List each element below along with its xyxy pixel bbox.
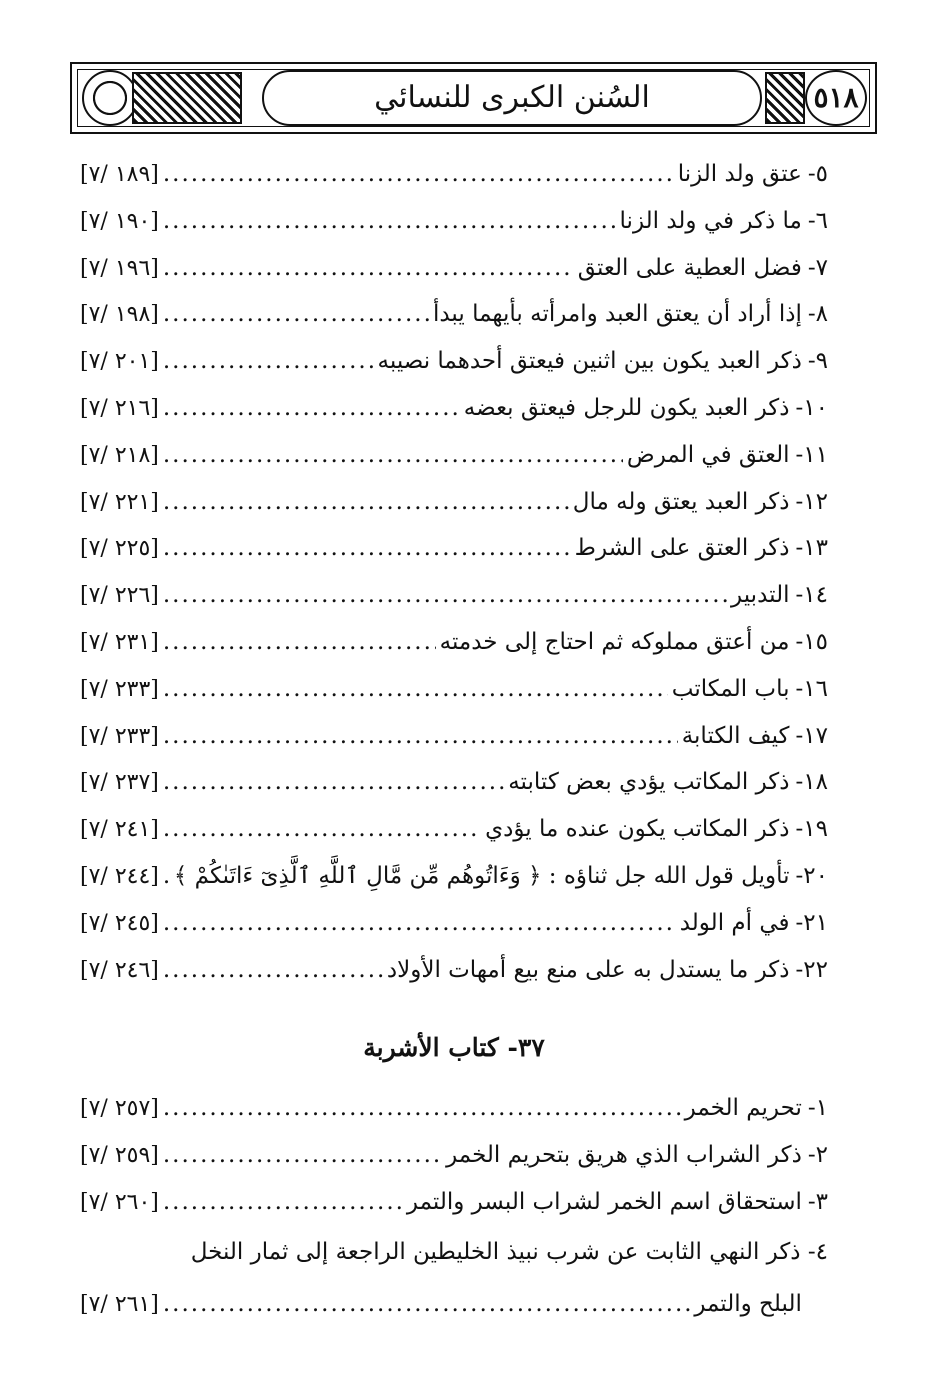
toc-entry [80, 667, 828, 711]
toc-entry-reference: [٢٣١ /٧] [80, 630, 159, 655]
toc-entry-title: باب المكاتب [671, 675, 790, 702]
toc-entry-number: ٢١- [795, 909, 828, 936]
toc-entry-reference: [٢٣٧ /٧] [80, 770, 159, 796]
toc-entry [80, 433, 828, 477]
toc-entry-number: ٥- [807, 161, 828, 187]
toc-entry-number: ١٠- [795, 395, 828, 421]
leader-dots [163, 714, 678, 758]
toc-entry-title: عتق ولد الزنا [677, 161, 802, 187]
ornament-left [132, 72, 242, 124]
leader-dots [163, 292, 429, 336]
toc-entry-number: ١٧- [795, 722, 828, 749]
leader-dots [163, 199, 616, 243]
leader-dots [163, 620, 436, 664]
toc-entry [80, 246, 828, 290]
leader-dots [163, 573, 727, 617]
toc-entry-title: ذكر ما يستدل به على منع بيع أمهات الأولاد [386, 956, 790, 983]
toc-entry-number: ١٢- [795, 488, 828, 515]
leader-dots [163, 1282, 690, 1326]
leader-dots [163, 1133, 442, 1177]
toc-entry-number: ١٥- [795, 629, 828, 655]
leader-dots [163, 526, 571, 570]
toc-entry-title: ذكر المكاتب يؤدي بعض كتابته [508, 769, 790, 796]
leader-dots [163, 1086, 681, 1130]
page-number: ٥١٨ [805, 70, 867, 126]
toc-entry-title: تحريم الخمر [684, 1095, 802, 1121]
toc-entry [80, 807, 828, 851]
toc-entry-title: ذكر العتق على الشرط [574, 535, 790, 562]
toc-entry-title: العتق في المرض [626, 441, 790, 468]
leader-dots [163, 152, 674, 196]
toc-entry-line2 [80, 1282, 828, 1326]
toc-entry-title: التدبير [731, 582, 790, 609]
toc-entry-number: ١٨- [795, 769, 828, 796]
toc-entry-reference: [٢٦١ /٧] [80, 1292, 159, 1317]
toc-entry-reference: [٢٤١ /٧] [80, 817, 159, 843]
toc-entry-title: كيف الكتابة [681, 722, 790, 749]
toc-entry [80, 760, 828, 804]
leader-dots [163, 339, 374, 383]
leader-dots [163, 854, 170, 898]
toc-entry-number: ١٩- [795, 816, 828, 843]
toc-entry-title: ذكر العبد يكون للرجل فيعتق بعضه [463, 395, 790, 421]
toc-entry-number: ٢٢- [795, 956, 828, 983]
toc-entry-reference: [٢٤٦ /٧] [80, 957, 159, 983]
leader-dots [163, 480, 569, 524]
ornament-right [765, 72, 805, 124]
toc-entry-reference: [١٩٦ /٧] [80, 255, 159, 281]
toc-entry-number: ٩- [807, 348, 828, 375]
toc-entry-number: ٧- [807, 254, 828, 281]
toc-entry-number: ١٦- [795, 675, 828, 702]
toc-entry-reference: [٢٥٩ /٧] [80, 1142, 159, 1168]
toc-entry [80, 854, 828, 898]
toc-entry [80, 948, 828, 992]
leader-dots [163, 1180, 403, 1224]
toc-entry-number: ٨- [807, 301, 828, 328]
page-header-band [70, 62, 877, 134]
toc-entry-reference: [٢٢٦ /٧] [80, 583, 159, 609]
toc-entry [80, 480, 828, 524]
toc-entry-line1 [80, 1230, 828, 1274]
toc-entry-reference: [٢٤٤ /٧] [80, 864, 159, 889]
toc-entry-title: استحقاق اسم الخمر لشراب البسر والتمر [406, 1188, 802, 1215]
toc-entry-reference: [٢٢١ /٧] [80, 489, 159, 515]
toc-entry [80, 152, 828, 196]
toc-entry-number: ١٣- [795, 535, 828, 562]
toc-entry-reference: [٢١٦ /٧] [80, 396, 159, 421]
toc-entry-title: تأويل قول الله جل ثناؤه : ﴿ وَءَاتُوهُم مِّن مَّالِ ٱللَّهِ ٱلَّذِىٓ ءَاتَىٰكُمْ ﴾ [173, 863, 790, 889]
leader-dots [163, 760, 504, 804]
toc-entry-reference: [٢٠١ /٧] [80, 349, 159, 375]
leader-dots [163, 901, 676, 945]
leader-dots [163, 948, 383, 992]
toc-entry-number: ٣- [807, 1188, 828, 1215]
toc-entry-title: في أم الولد [679, 909, 790, 936]
toc-entry-number: ٤- [807, 1239, 828, 1265]
section-heading: ٣٧- كتاب الأشربة [363, 1033, 545, 1062]
toc-entry [80, 386, 828, 430]
book-title: السُنن الكبرى للنسائي [374, 80, 650, 115]
toc-entry-number: ٢٠- [795, 863, 828, 889]
toc-entry [80, 573, 828, 617]
calligraphic-seal-icon [82, 70, 138, 126]
toc-entry [80, 339, 828, 383]
toc-entry-title: البلح والتمر [694, 1291, 802, 1317]
toc-entry-title: ذكر العبد يعتق وله مال [572, 488, 790, 515]
leader-dots [163, 433, 623, 477]
toc-entry-number: ١١- [795, 441, 828, 468]
toc-entry-reference: [٢٤٥ /٧] [80, 910, 159, 936]
toc-entry-title: إذا أراد أن يعتق العبد وامرأته بأيهما يبدأ [432, 301, 802, 328]
toc-entry-reference: [٢٣٣ /٧] [80, 723, 159, 749]
toc-entry-reference: [٢٣٣ /٧] [80, 676, 159, 702]
toc-entry-reference: [٢٥٧ /٧] [80, 1096, 159, 1121]
toc-entry-reference: [١٨٩ /٧] [80, 162, 159, 187]
toc-entry-reference: [٢٢٥ /٧] [80, 536, 159, 562]
toc-entry [80, 620, 828, 664]
toc-entry-title: من أعتق مملوكه ثم احتاج إلى خدمته [439, 629, 790, 655]
toc-entry [80, 526, 828, 570]
leader-dots [163, 667, 668, 711]
toc-entry [80, 1133, 828, 1177]
toc-entry-number: ١٤- [795, 582, 828, 609]
toc-entry-number: ١- [807, 1095, 828, 1121]
toc-entry-title: ما ذكر في ولد الزنا [619, 207, 802, 234]
toc-entry [80, 292, 828, 336]
toc-entry [80, 714, 828, 758]
toc-entry [80, 199, 828, 243]
toc-entry-title: ذكر المكاتب يكون عنده ما يؤدي [485, 816, 790, 843]
leader-dots [163, 807, 481, 851]
toc-entry-reference: [١٩٠ /٧] [80, 208, 159, 234]
toc-entry-number: ٦- [807, 207, 828, 234]
leader-dots [163, 246, 574, 290]
leader-dots [163, 386, 460, 430]
toc-entry [80, 1180, 828, 1224]
toc-entry-reference: [٢٦٠ /٧] [80, 1189, 159, 1215]
toc-entry-title: ذكر الشراب الذي هريق بتحريم الخمر [446, 1141, 802, 1168]
toc-entry-title: فضل العطية على العتق [577, 254, 802, 281]
toc-entry [80, 901, 828, 945]
toc-entry-number: ٢- [807, 1141, 828, 1168]
toc-entry [80, 1086, 828, 1130]
header-title-cartouche [262, 70, 762, 126]
toc-entry-title: ذكر العبد يكون بين اثنين فيعتق أحدهما نصيبه [377, 348, 802, 375]
toc-entry-title: ذكر النهي الثابت عن شرب نبيذ الخليطين الراجعة إلى ثمار النخل [190, 1239, 801, 1265]
toc-entry-reference: [١٩٨ /٧] [80, 302, 159, 328]
toc-entry-reference: [٢١٨ /٧] [80, 442, 159, 468]
